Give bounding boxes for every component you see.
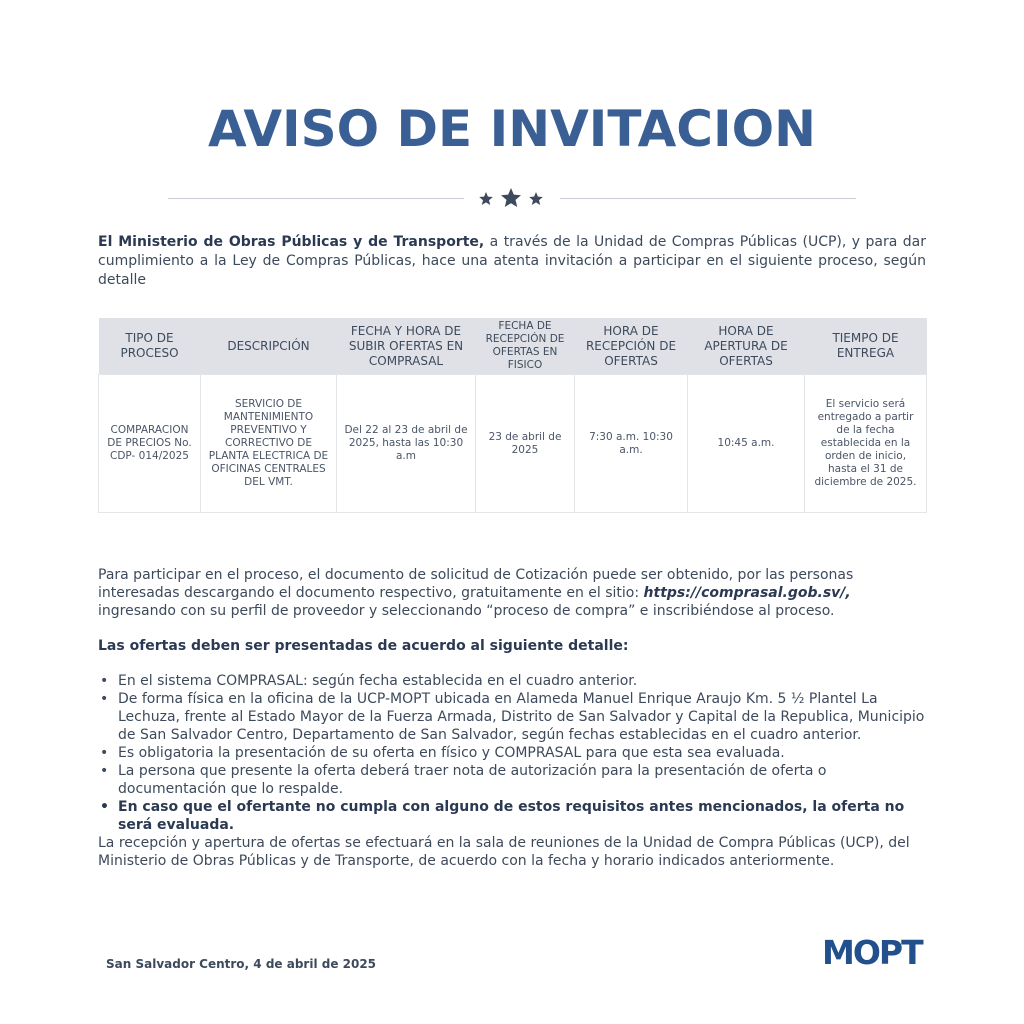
star-icon xyxy=(529,192,543,205)
cell-tiempo-entrega: El servicio será entregado a partir de la fecha establecida en la orden de inicio, hasta el 31 de diciembre de 2025. xyxy=(805,375,927,513)
star-icon xyxy=(501,188,521,207)
title-divider xyxy=(168,186,856,212)
participation-text-before: Para participar en el proceso, el documento de solicitud de Cotización puede ser obtenido, por las personas interesadas descargando el documento respectivo, gratuitamente en el sitio: xyxy=(98,567,854,601)
header-hora-apertura: HORA DE APERTURA DE OFERTAS xyxy=(688,318,805,375)
header-tipo-proceso: TIPO DE PROCESO xyxy=(99,318,201,375)
process-table xyxy=(98,318,927,513)
cell-fecha-subir-ofertas: Del 22 al 23 de abril de 2025, hasta las 10:30 a.m xyxy=(337,375,476,513)
divider-line-right xyxy=(560,198,856,199)
offers-bullet-list xyxy=(98,672,926,834)
participation-paragraph xyxy=(98,566,926,620)
cell-tipo-proceso: COMPARACION DE PRECIOS No. CDP- 014/2025 xyxy=(99,375,201,513)
list-item: • De forma física en la oficina de la UCP-MOPT ubicada en Alameda Manuel Enrique Araujo Km. 5 ½ Plantel La Lechuza, frente al Estado Mayor de la Fuerza Armada, Distrito de San Salvador y Capital de la Republica, Municipio de San Salvador Centro, Departamento de San Salvador, según fechas establecidas en el cuadro anterior. xyxy=(98,690,926,744)
offers-heading: Las ofertas deben ser presentadas de acuerdo al siguiente detalle: xyxy=(98,638,629,654)
comprasal-link[interactable]: https://comprasal.gob.sv/, xyxy=(643,585,851,601)
header-fecha-recepcion-fisico: FECHA DE RECEPCIÓN DE OFERTAS EN FISICO xyxy=(476,318,575,375)
page-title: AVISO DE INVITACION xyxy=(208,100,816,158)
header-tiempo-entrega: TIEMPO DE ENTREGA xyxy=(805,318,927,375)
header-descripcion: DESCRIPCIÓN xyxy=(201,318,337,375)
stars-ornament xyxy=(473,186,553,212)
header-hora-recepcion: HORA DE RECEPCIÓN DE OFERTAS xyxy=(575,318,688,375)
intro-organization: El Ministerio de Obras Públicas y de Transporte, xyxy=(98,234,485,250)
list-item: • En el sistema COMPRASAL: según fecha establecida en el cuadro anterior. xyxy=(98,672,926,690)
table-header-row xyxy=(99,318,927,375)
cell-hora-recepcion: 7:30 a.m. 10:30 a.m. xyxy=(575,375,688,513)
cell-descripcion: SERVICIO DE MANTENIMIENTO PREVENTIVO Y CORRECTIVO DE PLANTA ELECTRICA DE OFICINAS CENTRALES DEL VMT. xyxy=(201,375,337,513)
intro-text: a través de la Unidad de Compras Públicas (UCP), y para dar cumplimiento a la Ley de Compras Públicas, hace una atenta invitación a participar en el siguiente proceso, según detalle xyxy=(98,234,926,288)
table-row xyxy=(99,375,927,513)
star-icon xyxy=(479,192,493,205)
cell-fecha-recepcion-fisico: 23 de abril de 2025 xyxy=(476,375,575,513)
list-item: • La persona que presente la oferta deberá traer nota de autorización para la presentación de oferta o documentación que lo respalde. xyxy=(98,762,926,798)
list-item: • En caso que el ofertante no cumpla con alguno de estos requisitos antes mencionados, la oferta no será evaluada. xyxy=(98,798,926,834)
closing-paragraph: La recepción y apertura de ofertas se efectuará en la sala de reuniones de la Unidad de Compra Públicas (UCP), del Ministerio de Obras Públicas y de Transporte, de acuerdo con la fecha y horario indicados anteriormente. xyxy=(98,835,910,869)
footer-date: San Salvador Centro, 4 de abril de 2025 xyxy=(106,957,377,971)
mopt-logo: MOPT xyxy=(822,933,922,972)
header-fecha-subir-ofertas: FECHA Y HORA DE SUBIR OFERTAS EN COMPRASAL xyxy=(337,318,476,375)
participation-text-after: ingresando con su perfil de proveedor y seleccionando “proceso de compra” e inscribiéndose al proceso. xyxy=(98,603,835,619)
divider-line-left xyxy=(168,198,464,199)
list-item: • Es obligatoria la presentación de su oferta en físico y COMPRASAL para que esta sea evaluada. xyxy=(98,744,926,762)
cell-hora-apertura: 10:45 a.m. xyxy=(688,375,805,513)
intro-paragraph xyxy=(98,233,926,290)
